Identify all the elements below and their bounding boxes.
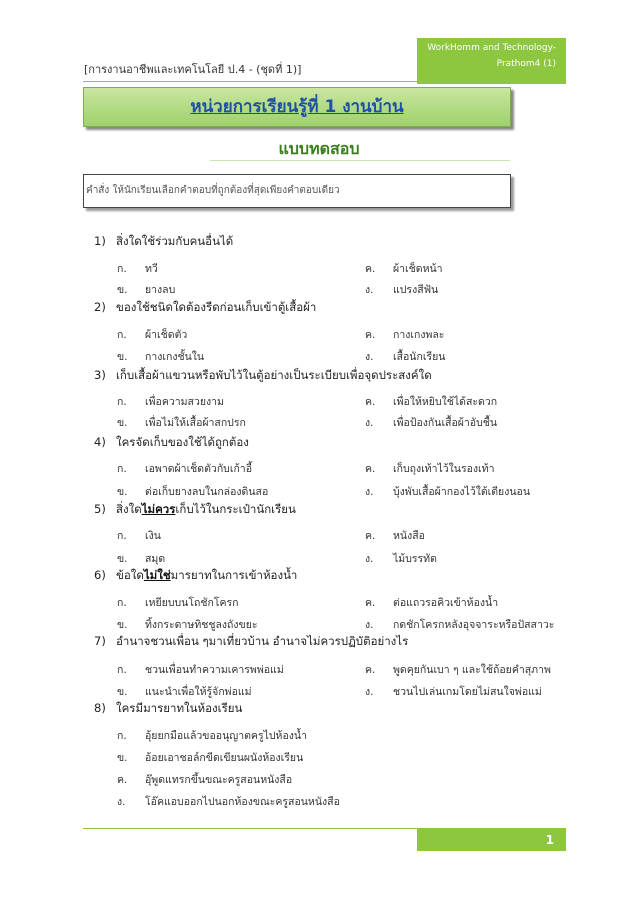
- option-text: กางเกงพละ: [393, 329, 445, 341]
- option-text: กางเกงชั้นใน: [145, 351, 205, 363]
- option-letter: ก.: [117, 329, 127, 341]
- question-1: [94, 233, 233, 251]
- option[interactable]: [365, 460, 494, 477]
- option-letter: ข.: [117, 619, 128, 631]
- option-text: บุ้งพับเสื้อผ้ากองไว้ใต้เตียงนอน: [393, 486, 530, 498]
- header-document-title: [การงานอาชีพและเทคโนโลยี ป.4 - (ชุดที่ 1)]: [84, 63, 302, 76]
- option-text: อุ้ยยกมือแล้วขออนุญาตครูไปห้องน้ำ: [145, 730, 307, 742]
- option-letter: ก.: [117, 597, 127, 609]
- option[interactable]: [117, 616, 258, 633]
- subtitle-divider: [210, 160, 510, 161]
- header-badge: [417, 38, 566, 84]
- option-letter: ง.: [365, 486, 374, 498]
- header-badge-line1: WorkHomm and Technology-: [427, 43, 556, 53]
- option-text: แนะนำเพื่อให้รู้จักพ่อแม่: [145, 686, 252, 698]
- option-letter: ง.: [365, 553, 374, 565]
- question-4: [94, 434, 249, 452]
- question-emphasis: ไม่ใช่: [143, 568, 171, 582]
- question-text-after: มารยาทในการเข้าห้องน้ำ: [170, 568, 298, 582]
- option[interactable]: [365, 527, 425, 544]
- option-letter: ค.: [365, 597, 376, 609]
- option[interactable]: [117, 281, 175, 298]
- option[interactable]: [117, 771, 292, 788]
- option-text: อุ๊พูดแทรกขึ้นขณะครูสอนหนังสือ: [145, 774, 293, 786]
- question-text: ใครมีมารยาทในห้องเรียน: [116, 701, 243, 715]
- option[interactable]: [117, 793, 340, 810]
- question-5: [94, 501, 296, 519]
- option[interactable]: [117, 260, 158, 277]
- question-text: สิ่งใดใช้ร่วมกับคนอื่นได้: [116, 234, 234, 248]
- option-letter: ก.: [117, 664, 127, 676]
- option-letter: ก.: [117, 530, 127, 542]
- question-number: 3): [94, 368, 106, 382]
- option-letter: ค.: [117, 774, 128, 786]
- option[interactable]: [365, 348, 445, 365]
- page-number: 1: [417, 829, 566, 851]
- question-number: 1): [94, 234, 106, 248]
- option[interactable]: [117, 393, 224, 410]
- option-letter: ง.: [117, 796, 126, 808]
- header-divider: [83, 81, 566, 82]
- option-letter: ข.: [117, 553, 128, 565]
- option-letter: ง.: [365, 351, 374, 363]
- option[interactable]: [117, 594, 238, 611]
- option-text: เก็บถุงเท้าไว้ในรองเท้า: [393, 463, 495, 475]
- question-text: ของใช้ชนิดใดต้องรีดก่อนเก็บเข้าตู้เสื้อผ้า: [116, 300, 317, 314]
- option-letter: ข.: [117, 351, 128, 363]
- option-letter: ง.: [365, 619, 374, 631]
- question-text-before: สิ่งใด: [116, 502, 142, 516]
- option-text: อ้อยเอาชอล์กขีดเขียนผนังห้องเรียน: [145, 752, 304, 764]
- option[interactable]: [117, 727, 307, 744]
- option-text: ต่อเก็บยางลบในกล่องดินสอ: [145, 486, 269, 498]
- unit-title-banner: [83, 87, 511, 127]
- option-letter: ข.: [117, 417, 128, 429]
- option-text: ต่อแถวรอคิวเข้าห้องน้ำ: [393, 597, 499, 609]
- option-letter: ง.: [365, 284, 374, 296]
- question-7: [94, 633, 408, 651]
- question-text-before: ข้อใด: [116, 568, 144, 582]
- question-2: [94, 299, 316, 317]
- option-text: เอพาดผ้าเช็ดตัวกับเก้าอี้: [145, 463, 252, 475]
- option-letter: ข.: [117, 284, 128, 296]
- option-letter: ก.: [117, 463, 127, 475]
- option-text: เพื่อความสวยงาม: [145, 396, 224, 408]
- header-badge-line2: Prathom4 (1): [496, 59, 556, 69]
- option[interactable]: [117, 661, 284, 678]
- option[interactable]: [365, 683, 542, 700]
- option-letter: ข.: [117, 686, 128, 698]
- question-8: [94, 700, 242, 718]
- question-text: เก็บเสื้อผ้าแขวนหรือพับไว้ในตู้อย่างเป็นระเบียบเพื่อจุดประสงค์ใด: [116, 368, 432, 382]
- option[interactable]: [365, 281, 438, 298]
- question-text: ใครจัดเก็บของใช้ได้ถูกต้อง: [116, 435, 249, 449]
- option-letter: ค.: [365, 396, 376, 408]
- option[interactable]: [365, 483, 530, 500]
- option-letter: ค.: [365, 263, 376, 275]
- option[interactable]: [117, 749, 303, 766]
- option[interactable]: [117, 483, 268, 500]
- question-3: [94, 367, 432, 385]
- option-letter: ข.: [117, 752, 128, 764]
- option-letter: ค.: [365, 463, 376, 475]
- option[interactable]: [365, 616, 554, 633]
- option-letter: ก.: [117, 396, 127, 408]
- option[interactable]: [365, 393, 497, 410]
- question-number: 8): [94, 701, 106, 715]
- option[interactable]: [117, 550, 165, 567]
- option-text: ยางลบ: [145, 284, 176, 296]
- option-text: สมุด: [145, 553, 166, 565]
- option-letter: ก.: [117, 730, 127, 742]
- option-text: ผ้าเช็ดตัว: [145, 329, 188, 341]
- option-text: ไม้บรรทัด: [393, 553, 437, 565]
- option[interactable]: [117, 348, 204, 365]
- option-text: เหยียบบนโถชักโครก: [145, 597, 239, 609]
- question-text-after: เก็บไว้ในกระเป๋านักเรียน: [175, 502, 296, 516]
- option[interactable]: [365, 550, 437, 567]
- option-text: เพื่อให้หยิบใช้ได้สะดวก: [393, 396, 498, 408]
- option-text: โอ๊คแอบออกไปนอกห้องขณะครูสอนหนังสือ: [145, 796, 340, 808]
- instruction-text: คำสั่ง ให้นักเรียนเลือกคำตอบที่ถูกต้องที่สุดเพียงคำตอบเดียว: [86, 185, 340, 196]
- question-6: [94, 567, 297, 585]
- question-number: 7): [94, 634, 106, 648]
- option-letter: ค.: [365, 664, 376, 676]
- option[interactable]: [365, 594, 498, 611]
- option-text: ผ้าเช็ดหน้า: [393, 263, 443, 275]
- option[interactable]: [117, 414, 246, 431]
- question-number: 2): [94, 300, 106, 314]
- option-text: เพื่อไม่ให้เสื้อผ้าสกปรก: [145, 417, 246, 429]
- option-text: ชวนไปเล่นเกมโดยไม่สนใจพ่อแม่: [393, 686, 542, 698]
- option-letter: ง.: [365, 417, 374, 429]
- option-text: แปรงสีฟัน: [393, 284, 439, 296]
- option-letter: ค.: [365, 329, 376, 341]
- option[interactable]: [117, 460, 252, 477]
- option[interactable]: [365, 661, 551, 678]
- question-number: 5): [94, 502, 106, 516]
- question-text: อำนาจชวนเพื่อน ๆมาเที่ยวบ้าน อำนาจไม่ควรปฏิบัติอย่างไร: [116, 634, 409, 648]
- option[interactable]: [117, 326, 187, 343]
- option-letter: ก.: [117, 263, 127, 275]
- option-text: หนังสือ: [393, 530, 425, 542]
- option-text: เงิน: [145, 530, 161, 542]
- instruction-box: [83, 174, 511, 208]
- option[interactable]: [365, 414, 497, 431]
- option-text: ทวี: [145, 263, 158, 275]
- option-letter: ข.: [117, 486, 128, 498]
- question-number: 4): [94, 435, 106, 449]
- option-letter: ค.: [365, 530, 376, 542]
- option-text: ทิ้งกระดาษทิชชูลงถังขยะ: [145, 619, 258, 631]
- option[interactable]: [117, 683, 252, 700]
- test-subtitle: แบบทดสอบ: [278, 139, 360, 158]
- option[interactable]: [117, 527, 161, 544]
- option-text: ชวนเพื่อนทำความเคารพพ่อแม่: [145, 664, 284, 676]
- question-number: 6): [94, 568, 106, 582]
- option-text: พูดคุยกันเบา ๆ และใช้ถ้อยคำสุภาพ: [393, 664, 551, 676]
- question-emphasis: ไม่ควร: [141, 502, 176, 516]
- option[interactable]: [365, 326, 444, 343]
- option[interactable]: [365, 260, 443, 277]
- unit-title: หน่วยการเรียนรู้ที่ 1 งานบ้าน: [190, 97, 404, 117]
- option-letter: ง.: [365, 686, 374, 698]
- option-text: กดชักโครกหลังอุจจาระหรือปัสสาวะ: [393, 619, 555, 631]
- option-text: เสื้อนักเรียน: [393, 351, 446, 363]
- option-text: เพื่อป้องกันเสื้อผ้าอับชื้น: [393, 417, 498, 429]
